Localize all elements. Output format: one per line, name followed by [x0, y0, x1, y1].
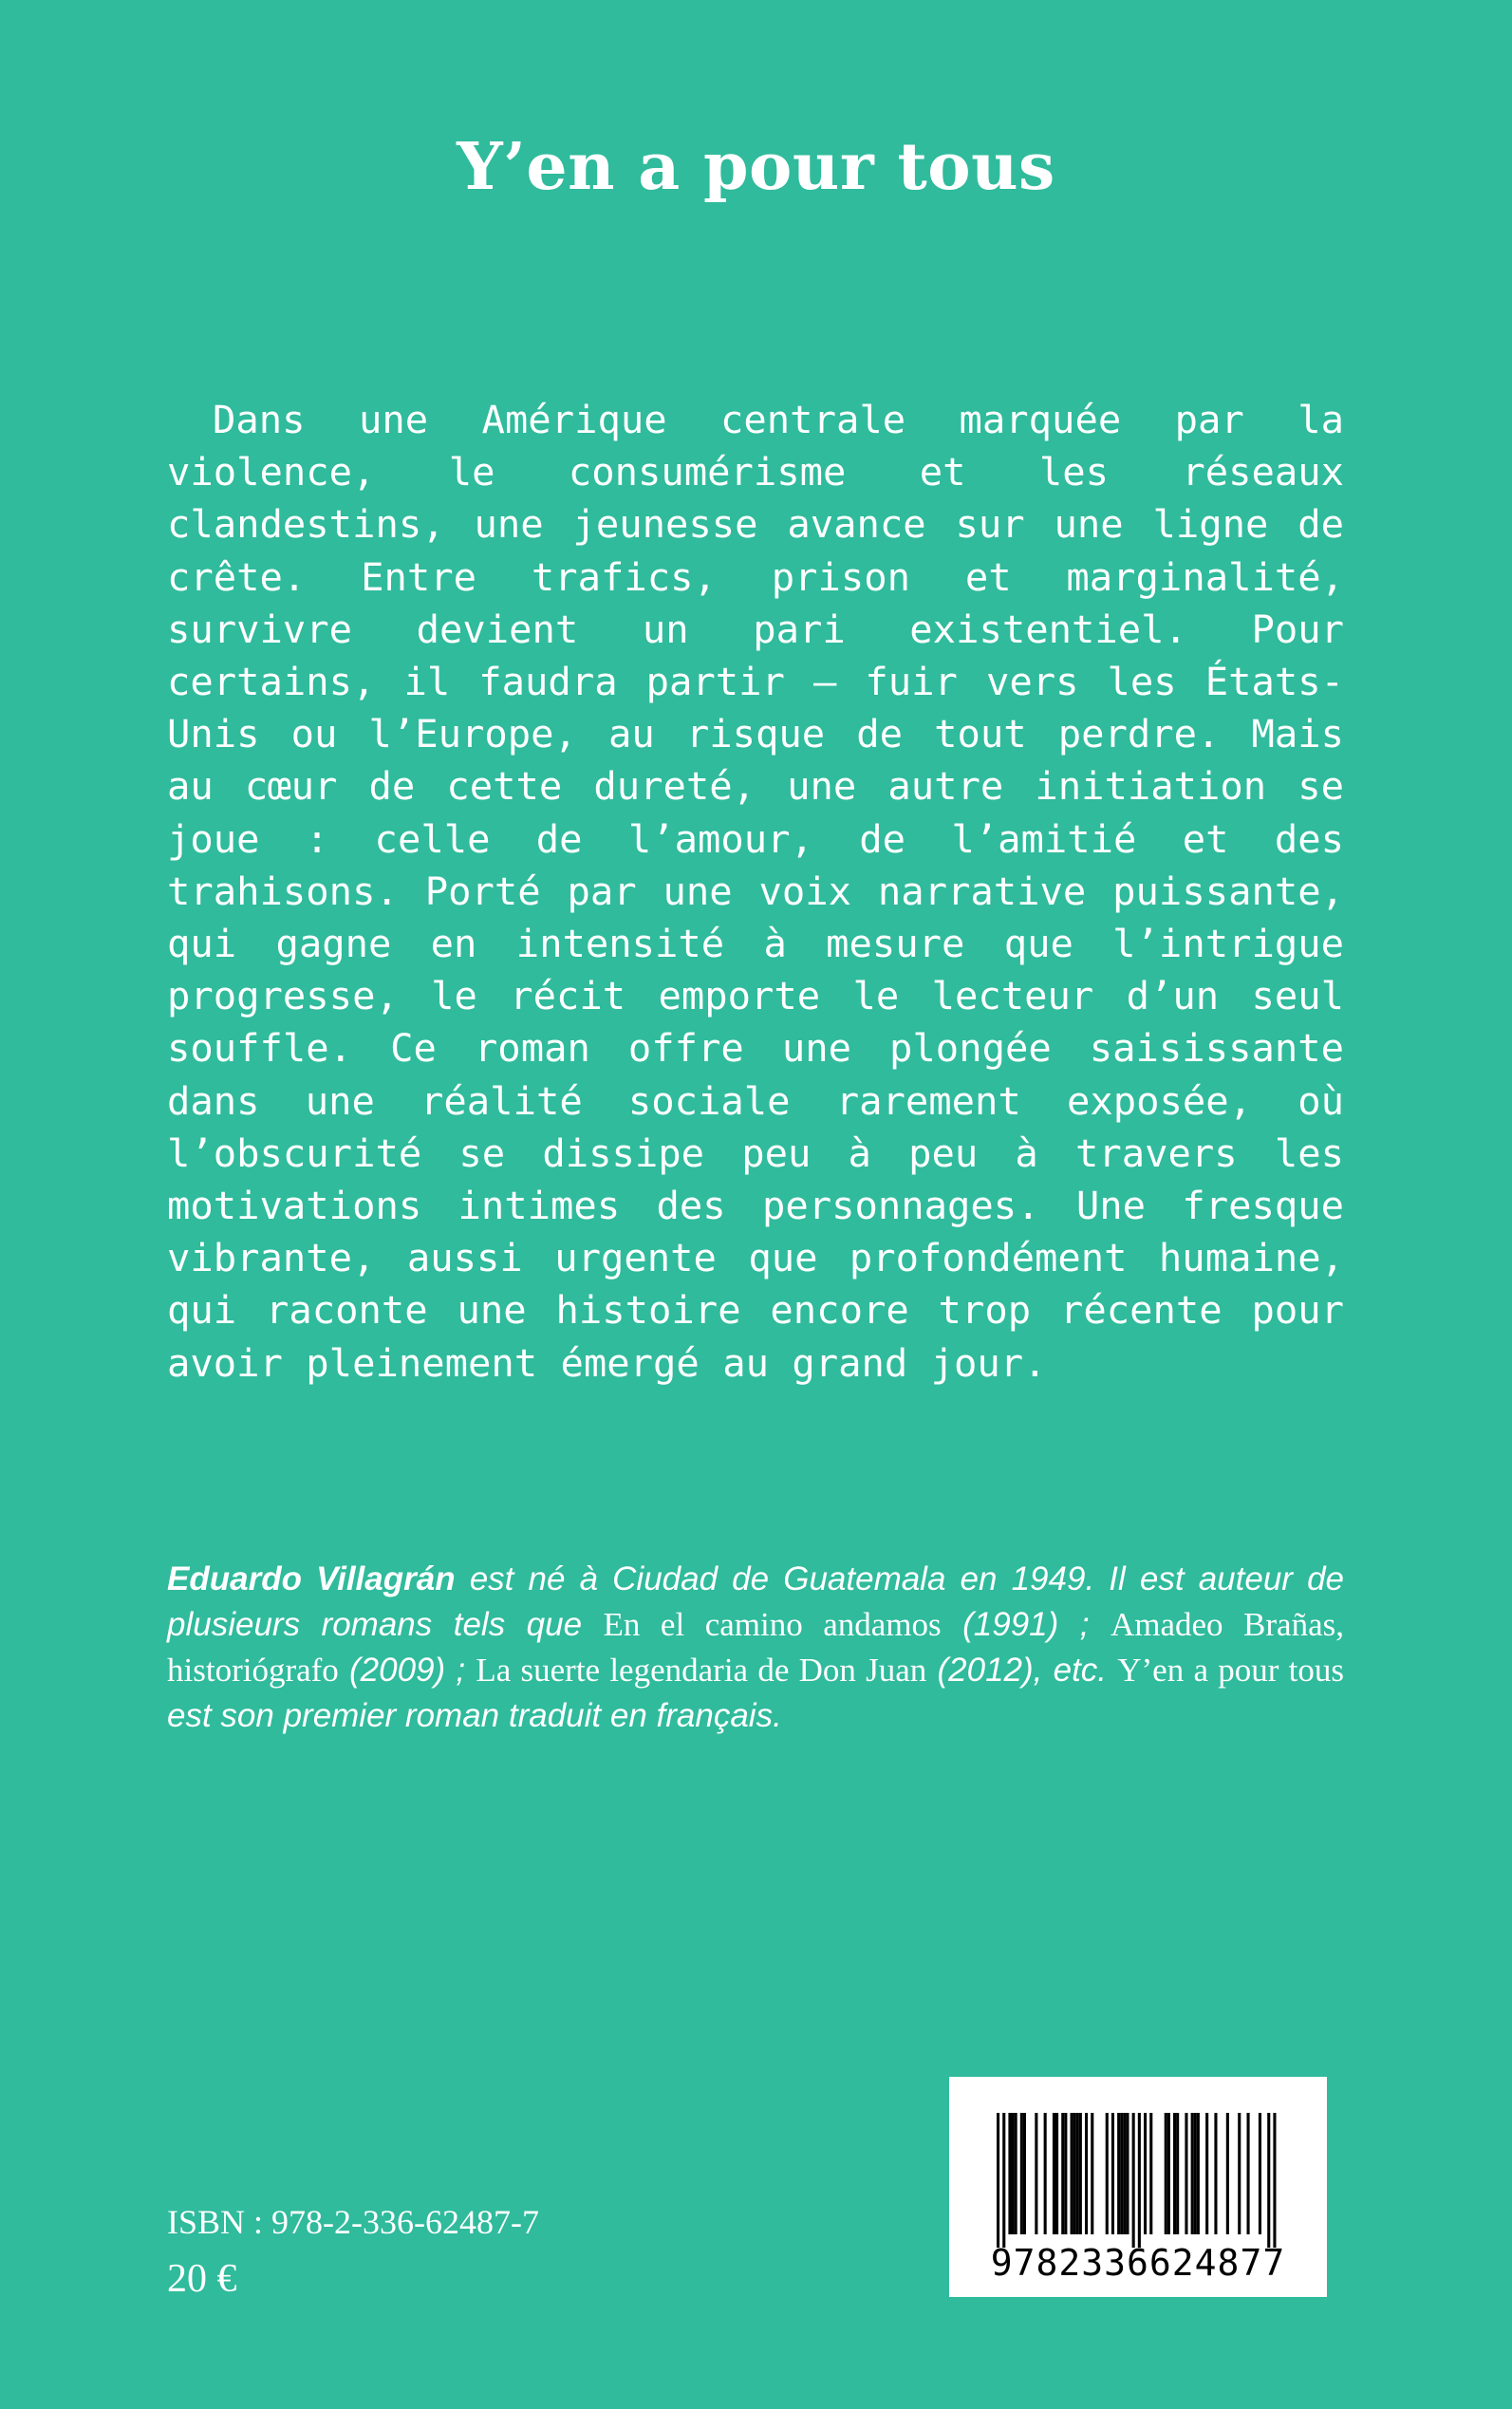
barcode-bar	[1247, 2113, 1250, 2234]
author-name: Eduardo Villagrán	[167, 1560, 456, 1597]
barcode-bar	[1111, 2113, 1114, 2234]
barcode-bar	[1076, 2113, 1079, 2234]
bio-text: est né à Ciudad de Guatemala en 1949. Il est auteur de plusieurs romans tels que	[167, 1560, 1344, 1643]
barcode-bar	[1176, 2113, 1179, 2234]
author-bio	[167, 1557, 1344, 1739]
barcode-bar	[1185, 2113, 1187, 2234]
barcode-bar	[1071, 2113, 1073, 2234]
barcode-bar	[997, 2113, 999, 2248]
barcode-bar	[1023, 2113, 1026, 2234]
barcode-bar	[1173, 2113, 1176, 2234]
book-title-1: En el camino andamos	[603, 1606, 942, 1643]
synopsis-text: Dans une Amérique centrale marquée par la violence, le consumérisme et les réseaux clandestins, une jeunesse avance sur une ligne de crête. Entre trafics, prison et marginalité, survivre devient un pari existentiel. Pour certains, il faudra partir — fuir vers les États-Unis ou l’Europe, au risque de tout perdre. Mais au cœur de cette dureté, une autre initiation se joue : celle de l’amour, de l’amitié et des trahisons. Porté par une voix narrative puissante, qui gagne en intensité à mesure que l’intrigue progresse, le récit emporte le lecteur d’un seul souffle. Ce roman offre une plongée saisissante dans une réalité sociale rarement exposée, où l’obscurité se dissipe peu à peu à travers les motivations intimes des personnages. Une fresque vibrante, aussi urgente que profondément humaine, qui raconte une histoire encore trop récente pour avoir pleinement émergé au grand jour.	[167, 397, 1344, 1386]
barcode-bar	[1091, 2113, 1093, 2234]
barcode-bar	[1117, 2113, 1120, 2234]
barcode-bar	[1061, 2113, 1064, 2234]
barcode-bar	[1020, 2113, 1023, 2234]
barcode-bar	[1132, 2113, 1135, 2248]
book-title-2: Amadeo Brañas, historiógrafo	[167, 1606, 1344, 1689]
barcode-bar	[1267, 2113, 1270, 2248]
barcode-bar	[1053, 2113, 1055, 2234]
barcode-bar	[1273, 2113, 1276, 2248]
book-title: Y’en a pour tous	[457, 129, 1055, 205]
barcode-bar	[1002, 2113, 1005, 2248]
barcode-bar	[1214, 2113, 1217, 2234]
bio-text: est son premier roman traduit en français.	[167, 1697, 782, 1734]
bio-text: (2012), etc.	[926, 1652, 1118, 1689]
bio-text: (2009) ;	[338, 1652, 476, 1689]
barcode-bar	[1165, 2113, 1167, 2234]
barcode-bar	[1167, 2113, 1170, 2234]
barcode-bar	[1191, 2113, 1194, 2234]
barcode-bar	[1149, 2113, 1152, 2234]
barcode-bar	[1194, 2113, 1197, 2234]
barcode-bar	[1197, 2113, 1200, 2234]
barcode-bar	[1073, 2113, 1076, 2234]
barcode-bar	[1044, 2113, 1047, 2234]
barcode-bar	[1008, 2113, 1011, 2234]
barcode-bar	[1085, 2113, 1088, 2234]
barcode-bar	[1015, 2113, 1017, 2234]
barcode-bar	[1205, 2113, 1208, 2234]
barcode-bar	[1012, 2113, 1015, 2234]
barcode-bar	[1079, 2113, 1082, 2234]
barcode-bar	[1144, 2113, 1147, 2234]
price-label: 20 €	[167, 2257, 237, 2301]
barcode-bar	[1064, 2113, 1067, 2234]
barcode-bar	[1138, 2113, 1141, 2248]
book-title-4: Y’en a pour tous	[1117, 1652, 1344, 1689]
barcode-bar	[1123, 2113, 1126, 2234]
isbn-label: ISBN : 978-2-336-62487-7	[167, 2203, 539, 2241]
barcode-bar	[1126, 2113, 1129, 2234]
bio-text: (1991) ;	[941, 1606, 1111, 1643]
barcode	[949, 2077, 1327, 2297]
barcode-number: 9782336624877	[990, 2242, 1286, 2284]
barcode-bar	[1120, 2113, 1123, 2234]
barcode-bar	[1106, 2113, 1109, 2234]
barcode-bar	[1238, 2113, 1241, 2234]
barcode-bar	[1226, 2113, 1229, 2234]
barcode-bar	[1259, 2113, 1261, 2234]
barcode-bar	[1055, 2113, 1058, 2234]
book-title-3: La suerte legendaria de Don Juan	[476, 1652, 927, 1689]
barcode-bar	[1035, 2113, 1037, 2234]
